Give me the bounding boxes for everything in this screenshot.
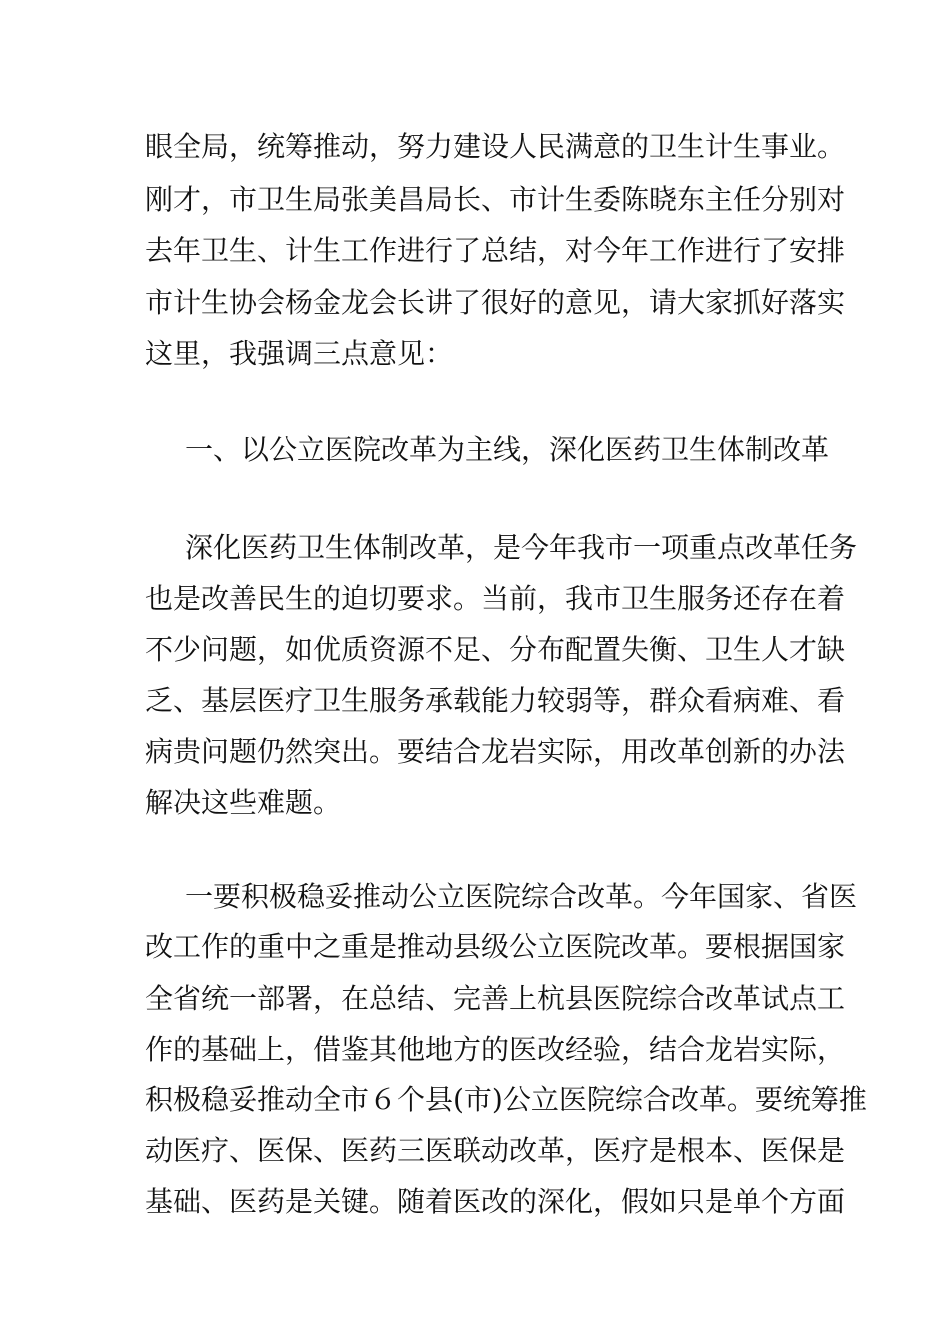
text-line: 一要积极稳妥推动公立医院综合改革。今年国家、省医	[185, 880, 858, 913]
text-line: 刚才，市卫生局张美昌局长、市计生委陈晓东主任分别对	[145, 183, 846, 216]
text-line: 解决这些难题。	[145, 786, 342, 819]
text-line: 眼全局，统筹推动，努力建设人民满意的卫生计生事业。	[145, 130, 846, 163]
section-heading: 一、以公立医院改革为主线，深化医药卫生体制改革	[185, 433, 830, 466]
text-line: 也是改善民生的迫切要求。当前，我市卫生服务还存在着	[145, 582, 846, 615]
text-line: 不少问题，如优质资源不足、分布配置失衡、卫生人才缺	[145, 633, 846, 666]
text-line: 病贵问题仍然突出。要结合龙岩实际，用改革创新的办法	[145, 735, 846, 768]
text-line: 积极稳妥推动全市６个县(市)公立医院综合改革。要统筹推	[145, 1083, 867, 1116]
text-line: 动医疗、医保、医药三医联动改革，医疗是根本、医保是	[145, 1134, 846, 1167]
text-line: 基础、医药是关键。随着医改的深化，假如只是单个方面	[145, 1185, 846, 1218]
text-line: 深化医药卫生体制改革，是今年我市一项重点改革任务	[185, 531, 858, 564]
text-line: 市计生协会杨金龙会长讲了很好的意见，请大家抓好落实	[145, 286, 846, 319]
text-line: 改工作的重中之重是推动县级公立医院改革。要根据国家	[145, 930, 846, 963]
text-line: 这里，我强调三点意见：	[145, 337, 454, 370]
text-line: 作的基础上，借鉴其他地方的医改经验，结合龙岩实际，	[145, 1033, 846, 1066]
text-line: 全省统一部署，在总结、完善上杭县医院综合改革试点工	[145, 982, 846, 1015]
text-line: 乏、基层医疗卫生服务承载能力较弱等，群众看病难、看	[145, 684, 846, 717]
text-line: 去年卫生、计生工作进行了总结，对今年工作进行了安排	[145, 234, 846, 267]
